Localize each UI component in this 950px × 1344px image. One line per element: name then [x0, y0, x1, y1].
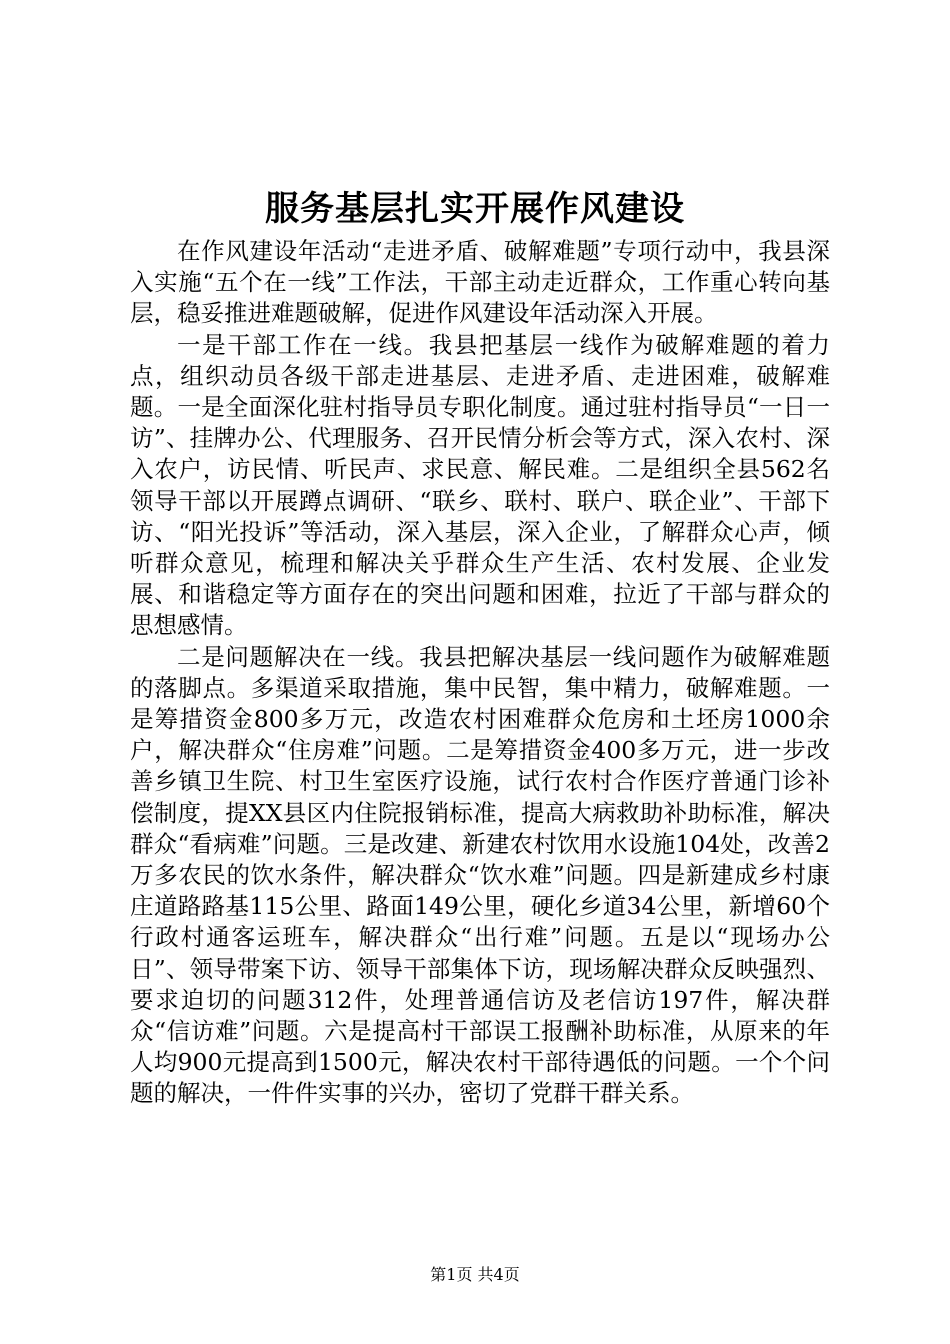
document-body [130, 236, 830, 1110]
paragraph-intro: 在作风建设年活动“走进矛盾、破解难题”专项行动中，我县深入实施“五个在一线”工作法，干部主动走近群众，工作重心转向基层，稳妥推进难题破解，促进作风建设年活动深入开展。 [130, 237, 830, 328]
document-title: 服务基层扎实开展作风建设 [265, 189, 685, 229]
paragraph-cadres-frontline: 一是干部工作在一线。我县把基层一线作为破解难题的着力点，组织动员各级干部走进基层、走进矛盾、走进困难，破解难题。一是全面深化驻村指导员专职化制度。通过驻村指导员“一日一访”、挂牌办公、代理服务、召开民情分析会等方式，深入农村、深入农户，访民情、听民声、求民意、解民难。二是组织全县562名领导干部以开展蹲点调研、“联乡、联村、联户、联企业”、干部下访、“阳光投诉”等活动，深入基层，深入企业，了解群众心声，倾听群众意见，梳理和解决关乎群众生产生活、农村发展、企业发展、和谐稳定等方面存在的突出问题和困难，拉近了干部与群众的思想感情。 [130, 330, 830, 640]
page-number-footer: 第1页 共4页 [430, 1265, 520, 1284]
paragraph-problems-frontline: 二是问题解决在一线。我县把解决基层一线问题作为破解难题的落脚点。多渠道采取措施，集中民智，集中精力，破解难题。一是筹措资金800多万元，改造农村困难群众危房和土坯房1000余户，解决群众“住房难”问题。二是筹措资金400多万元，进一步改善乡镇卫生院、村卫生室医疗设施，试行农村合作医疗普通门诊补偿制度，提XX县区内住院报销标准，提高大病救助补助标准，解决群众“看病难”问题。三是改建、新建农村饮用水设施104处，改善2万多农民的饮水条件，解决群众“饮水难”问题。四是新建成乡村康庄道路路基115公里、路面149公里，硬化乡道34公里，新增60个行政村通客运班车，解决群众“出行难”问题。五是以“现场办公日”、领导带案下访、领导干部集体下访，现场解决群众反映强烈、要求迫切的问题312件，处理普通信访及老信访197件，解决群众“信访难”问题。六是提高村干部误工报酬补助标准，从原来的年人均900元提高到1500元，解决农村干部待遇低的问题。一个个问题的解决，一件件实事的兴办，密切了党群干群关系。 [130, 642, 830, 1108]
